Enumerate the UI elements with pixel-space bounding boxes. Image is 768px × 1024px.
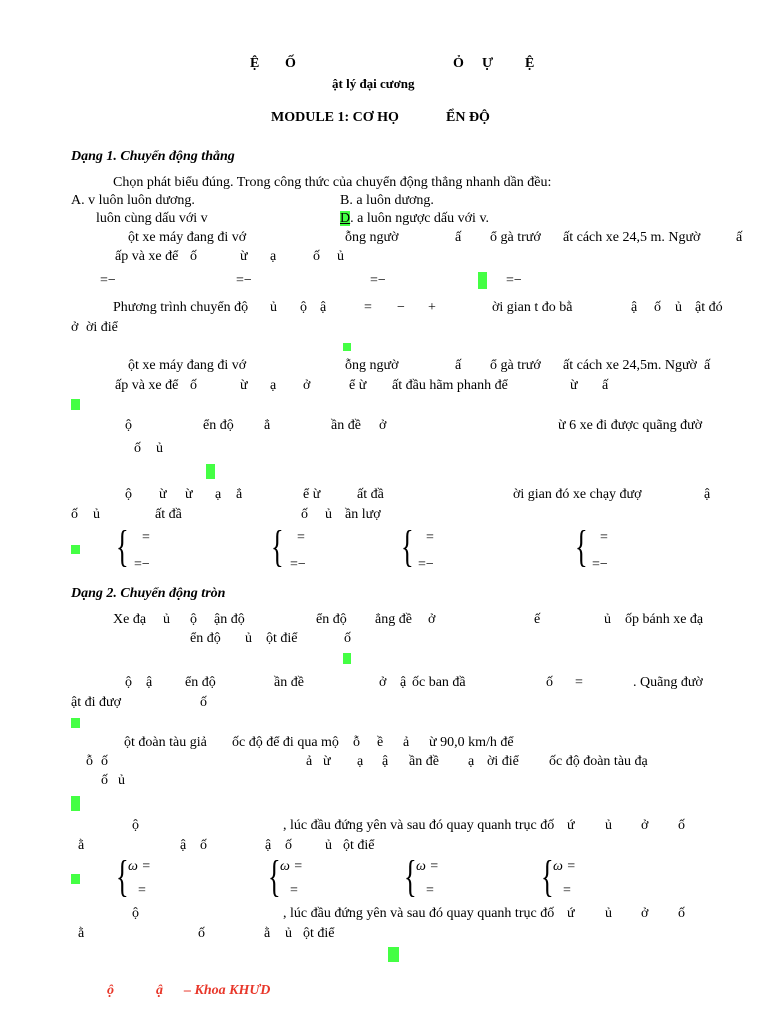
answer-highlight [343, 653, 351, 664]
q2-option: =− [370, 273, 386, 288]
system-brace: { [575, 522, 588, 571]
title-fragment: Ệ [250, 56, 260, 71]
q1-option-b: B. a luôn dương. [340, 193, 434, 208]
answer-highlight [388, 947, 399, 962]
system-brace: { [401, 522, 414, 571]
system-brace: { [271, 522, 284, 571]
footer-mid: ậ [156, 983, 163, 998]
section-heading-1: Dạng 1. Chuyển động thẳng [71, 149, 235, 164]
footer-department: – Khoa KHƯD [184, 983, 271, 998]
system-brace: { [541, 852, 554, 901]
q1-option-a: A. v luôn luôn dương. [71, 193, 195, 208]
q1-option-c: luôn cùng dấu với v [96, 211, 208, 226]
system-brace: { [268, 852, 281, 901]
q1-correct-letter: D [340, 211, 351, 226]
title-fragment: Ỏ [453, 56, 464, 71]
system-brace: { [404, 852, 417, 901]
module-title-tail: ỂN ĐỘ [446, 110, 490, 125]
q1-option-d: D. a luôn ngược dấu với v. [340, 211, 490, 226]
q2-option: =− [236, 273, 252, 288]
footer-left: ộ [107, 983, 114, 998]
answer-highlight [71, 796, 80, 811]
answer-highlight [343, 343, 351, 351]
answer-highlight [71, 718, 80, 728]
answer-highlight [71, 874, 80, 884]
title-fragment: Ệ [525, 56, 535, 71]
answer-highlight [478, 272, 487, 289]
answer-highlight [71, 399, 80, 410]
section-heading-2: Dạng 2. Chuyển động tròn [71, 586, 226, 601]
module-title: MODULE 1: CƠ HỌ [271, 110, 399, 125]
title-fragment: Ự [482, 56, 494, 71]
title-fragment: Ố [285, 56, 296, 71]
q2-option: =− [506, 273, 522, 288]
answer-highlight [206, 464, 215, 479]
q2-option: =− [100, 273, 116, 288]
system-brace: { [116, 852, 129, 901]
answer-highlight [71, 545, 80, 554]
subtitle: ật lý đại cương [332, 76, 415, 91]
q1-stem: Chọn phát biểu đúng. Trong công thức của chuyển động thẳng nhanh dần đều: [113, 175, 552, 190]
system-brace: { [116, 522, 129, 571]
